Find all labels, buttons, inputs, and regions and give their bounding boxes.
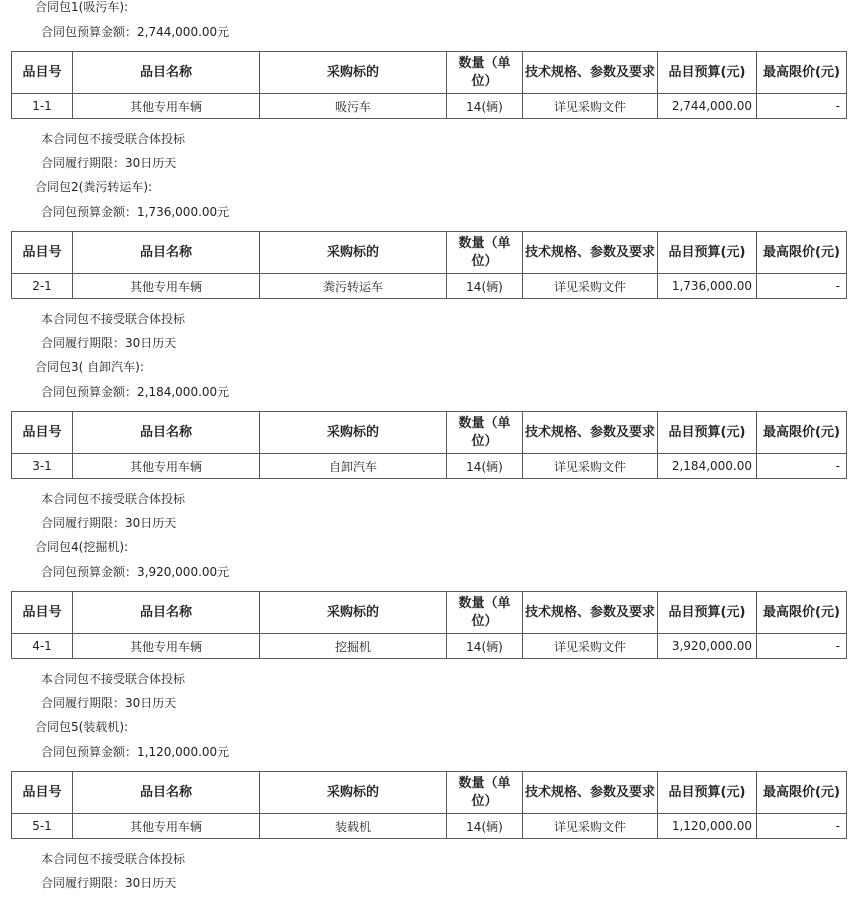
header-budget: 品目预算(元) [658,232,757,274]
cell-budget: 2,744,000.00 [658,94,757,119]
package-note-term: 合同履行期限：30日历天 [41,336,177,350]
header-quantity: 数量（单位） [447,592,523,634]
header-price-limit: 最高限价(元) [757,232,847,274]
cell-budget: 3,920,000.00 [658,634,757,659]
cell-price-limit: - [757,94,847,119]
cell-quantity: 14(辆) [447,814,523,839]
header-item-no: 品目号 [12,412,73,454]
cell-procurement-target: 挖掘机 [260,634,447,659]
package-note-consortium: 本合同包不接受联合体投标 [41,132,186,146]
cell-item-name: 其他专用车辆 [73,634,260,659]
cell-price-limit: - [757,274,847,299]
header-spec: 技术规格、参数及要求 [523,232,658,274]
table-row [12,634,847,659]
cell-price-limit: - [757,634,847,659]
header-procurement-target: 采购标的 [260,232,447,274]
table-header-row [12,52,847,94]
package-table [11,591,847,659]
package-title: 合同包4(挖掘机): [35,540,129,554]
header-budget: 品目预算(元) [658,52,757,94]
header-item-no: 品目号 [12,772,73,814]
header-procurement-target: 采购标的 [260,412,447,454]
cell-item-name: 其他专用车辆 [73,274,260,299]
header-item-no: 品目号 [12,592,73,634]
package-note-term: 合同履行期限：30日历天 [41,156,177,170]
cell-spec: 详见采购文件 [523,634,658,659]
package-budget: 合同包预算金额：1,736,000.00元 [41,205,230,219]
package-table [11,51,847,119]
cell-item-no: 3-1 [12,454,73,479]
header-item-no: 品目号 [12,232,73,274]
package-note-consortium: 本合同包不接受联合体投标 [41,492,186,506]
table-header-row [12,772,847,814]
package-note-consortium: 本合同包不接受联合体投标 [41,852,186,866]
table-row [12,454,847,479]
cell-spec: 详见采购文件 [523,814,658,839]
cell-item-no: 5-1 [12,814,73,839]
cell-item-no: 1-1 [12,94,73,119]
cell-quantity: 14(辆) [447,454,523,479]
header-spec: 技术规格、参数及要求 [523,772,658,814]
package-table [11,771,847,839]
header-item-name: 品目名称 [73,592,260,634]
cell-item-name: 其他专用车辆 [73,814,260,839]
table-header-row [12,232,847,274]
cell-item-name: 其他专用车辆 [73,454,260,479]
header-item-no: 品目号 [12,52,73,94]
package-table [11,411,847,479]
package-title: 合同包5(装载机): [35,720,129,734]
cell-budget: 1,736,000.00 [658,274,757,299]
header-budget: 品目预算(元) [658,412,757,454]
package-note-term: 合同履行期限：30日历天 [41,876,177,890]
header-procurement-target: 采购标的 [260,52,447,94]
header-budget: 品目预算(元) [658,772,757,814]
package-budget: 合同包预算金额：3,920,000.00元 [41,565,230,579]
cell-price-limit: - [757,814,847,839]
cell-procurement-target: 粪污转运车 [260,274,447,299]
package-title: 合同包3( 自卸汽车): [35,360,144,374]
cell-spec: 详见采购文件 [523,94,658,119]
package-budget: 合同包预算金额：2,184,000.00元 [41,385,230,399]
header-item-name: 品目名称 [73,772,260,814]
cell-item-no: 2-1 [12,274,73,299]
header-quantity: 数量（单位） [447,232,523,274]
header-quantity: 数量（单位） [447,772,523,814]
header-budget: 品目预算(元) [658,592,757,634]
header-spec: 技术规格、参数及要求 [523,52,658,94]
cell-quantity: 14(辆) [447,274,523,299]
header-quantity: 数量（单位） [447,52,523,94]
table-header-row [12,412,847,454]
table-row [12,274,847,299]
cell-item-name: 其他专用车辆 [73,94,260,119]
cell-procurement-target: 自卸汽车 [260,454,447,479]
package-title: 合同包2(粪污转运车): [35,180,153,194]
package-title: 合同包1(吸污车): [35,0,129,14]
package-budget: 合同包预算金额：1,120,000.00元 [41,745,230,759]
header-item-name: 品目名称 [73,232,260,274]
header-price-limit: 最高限价(元) [757,52,847,94]
package-table [11,231,847,299]
cell-procurement-target: 装载机 [260,814,447,839]
header-quantity: 数量（单位） [447,412,523,454]
package-note-term: 合同履行期限：30日历天 [41,516,177,530]
cell-item-no: 4-1 [12,634,73,659]
table-row [12,94,847,119]
package-budget: 合同包预算金额：2,744,000.00元 [41,25,230,39]
table-row [12,814,847,839]
package-note-term: 合同履行期限：30日历天 [41,696,177,710]
package-note-consortium: 本合同包不接受联合体投标 [41,312,186,326]
header-price-limit: 最高限价(元) [757,592,847,634]
header-item-name: 品目名称 [73,52,260,94]
header-spec: 技术规格、参数及要求 [523,412,658,454]
cell-quantity: 14(辆) [447,94,523,119]
cell-spec: 详见采购文件 [523,274,658,299]
package-note-consortium: 本合同包不接受联合体投标 [41,672,186,686]
cell-spec: 详见采购文件 [523,454,658,479]
table-header-row [12,592,847,634]
header-procurement-target: 采购标的 [260,772,447,814]
cell-budget: 1,120,000.00 [658,814,757,839]
header-item-name: 品目名称 [73,412,260,454]
header-price-limit: 最高限价(元) [757,772,847,814]
header-price-limit: 最高限价(元) [757,412,847,454]
cell-price-limit: - [757,454,847,479]
cell-quantity: 14(辆) [447,634,523,659]
header-procurement-target: 采购标的 [260,592,447,634]
cell-procurement-target: 吸污车 [260,94,447,119]
cell-budget: 2,184,000.00 [658,454,757,479]
header-spec: 技术规格、参数及要求 [523,592,658,634]
